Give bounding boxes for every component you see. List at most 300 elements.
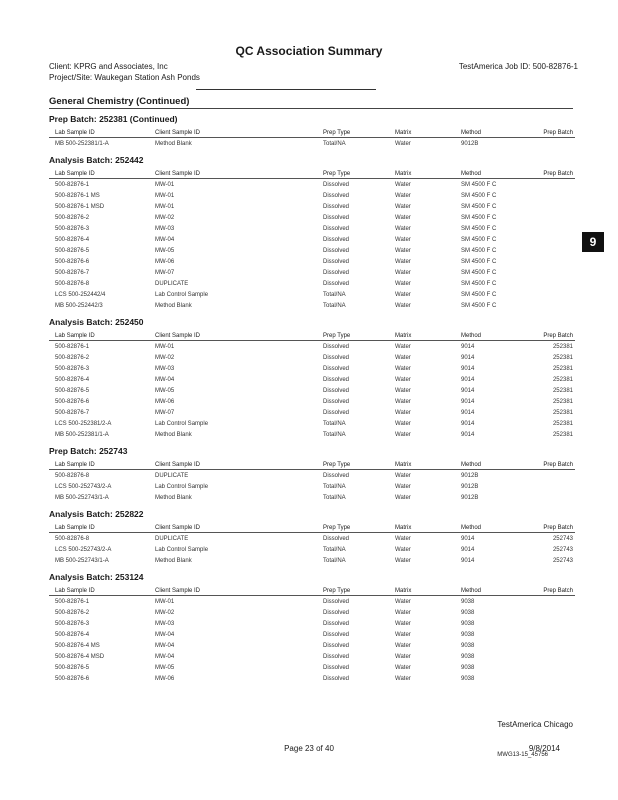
column-header: Client Sample ID: [155, 460, 323, 470]
table-cell: 9014: [461, 420, 475, 427]
table-cell: [523, 629, 575, 640]
table-row: [49, 555, 575, 566]
table-cell: MB 500-252381/1-A: [55, 431, 109, 438]
column-header: Matrix: [395, 523, 461, 533]
table-cell: Dissolved: [323, 664, 350, 671]
table-cell: Method Blank: [155, 494, 192, 501]
batch-title: Prep Batch: 252743: [49, 446, 128, 456]
column-header: Prep Type: [323, 128, 395, 138]
table-cell: [523, 481, 575, 492]
column-header: Client Sample ID: [155, 128, 323, 138]
table-cell: Dissolved: [323, 609, 350, 616]
table-cell: MW-05: [155, 247, 175, 254]
section-tab-badge: 9: [582, 232, 604, 252]
batch-title: Analysis Batch: 252822: [49, 509, 144, 519]
table-cell: Dissolved: [323, 269, 350, 276]
column-header: Prep Type: [323, 586, 395, 596]
table-cell: SM 4500 F C: [461, 291, 497, 298]
column-header: Lab Sample ID: [49, 523, 155, 533]
table-cell: Water: [395, 269, 411, 276]
table-cell: 252743: [552, 535, 573, 542]
table-cell: Water: [395, 675, 411, 682]
table-cell: 500-82876-8: [55, 280, 90, 287]
table-row: [49, 662, 575, 673]
table-cell: 9014: [461, 387, 475, 394]
page-number: Page 23 of 40: [284, 744, 334, 753]
table-cell: 9038: [461, 620, 475, 627]
table-cell: Dissolved: [323, 535, 350, 542]
table-cell: 9014: [461, 365, 475, 372]
table-cell: Water: [395, 631, 411, 638]
table-row: [49, 223, 575, 234]
table-cell: 500-82876-6: [55, 398, 90, 405]
table-cell: [523, 640, 575, 651]
table-cell: LCS 500-252743/2-A: [55, 483, 112, 490]
table-cell: Water: [395, 598, 411, 605]
table-cell: [523, 651, 575, 662]
table-row: [49, 629, 575, 640]
table-row: [49, 352, 575, 363]
table-cell: MW-04: [155, 376, 175, 383]
table-cell: SM 4500 F C: [461, 302, 497, 309]
table-cell: 500-82876-1 MS: [55, 192, 100, 199]
table-cell: Water: [395, 140, 411, 147]
table-row: [49, 651, 575, 662]
table-cell: Total/NA: [323, 546, 346, 553]
table-cell: Dissolved: [323, 675, 350, 682]
table-cell: [523, 300, 575, 311]
table-cell: 500-82876-4 MSD: [55, 653, 105, 660]
table-cell: 500-82876-2: [55, 214, 90, 221]
table-header-row: [49, 586, 575, 596]
table-cell: 9014: [461, 535, 475, 542]
column-header: Prep Type: [323, 331, 395, 341]
client-line: Client: KPRG and Associates, Inc: [49, 62, 168, 71]
table-cell: 9012B: [461, 140, 479, 147]
table-cell: [523, 256, 575, 267]
table-cell: 9014: [461, 376, 475, 383]
table-cell: 252381: [552, 431, 573, 438]
page-title: QC Association Summary: [235, 44, 383, 58]
column-header: Prep Batch: [523, 523, 575, 533]
table-cell: Dissolved: [323, 376, 350, 383]
table-row: [49, 418, 575, 429]
table-cell: Water: [395, 343, 411, 350]
table-cell: MW-02: [155, 214, 175, 221]
table-cell: MB 500-252743/1-A: [55, 494, 109, 501]
table-cell: 500-82876-4: [55, 236, 90, 243]
table-row: [49, 212, 575, 223]
table-cell: MW-01: [155, 192, 175, 199]
table-cell: MW-04: [155, 642, 175, 649]
table-cell: 500-82876-1: [55, 343, 90, 350]
column-header: Prep Batch: [523, 128, 575, 138]
table-cell: Water: [395, 365, 411, 372]
table-cell: Water: [395, 354, 411, 361]
table-row: [49, 470, 575, 482]
column-header: Prep Type: [323, 523, 395, 533]
table-row: [49, 190, 575, 201]
table-cell: SM 4500 F C: [461, 247, 497, 254]
table-cell: Water: [395, 642, 411, 649]
table-cell: [523, 278, 575, 289]
table-cell: MW-07: [155, 269, 175, 276]
table-cell: [523, 212, 575, 223]
table-cell: [523, 267, 575, 278]
batch-title: Analysis Batch: 252450: [49, 317, 144, 327]
table-cell: Method Blank: [155, 431, 192, 438]
qc-batch: [49, 509, 575, 566]
footer-date: 9/8/2014: [528, 744, 560, 753]
table-cell: 252381: [552, 354, 573, 361]
table-cell: [523, 234, 575, 245]
column-header: Method: [461, 586, 523, 596]
column-header: Prep Batch: [523, 331, 575, 341]
batch-table: [49, 331, 575, 440]
table-header-row: [49, 128, 575, 138]
table-cell: 9038: [461, 653, 475, 660]
table-cell: Water: [395, 181, 411, 188]
table-cell: 9014: [461, 398, 475, 405]
table-cell: Water: [395, 664, 411, 671]
batch-table: [49, 169, 575, 311]
column-header: Lab Sample ID: [49, 331, 155, 341]
table-row: [49, 481, 575, 492]
table-cell: MW-05: [155, 387, 175, 394]
table-cell: MW-03: [155, 620, 175, 627]
table-cell: Water: [395, 557, 411, 564]
table-cell: [523, 492, 575, 503]
table-cell: Water: [395, 291, 411, 298]
table-cell: 9014: [461, 546, 475, 553]
table-row: [49, 533, 575, 545]
table-cell: [523, 289, 575, 300]
table-cell: LCS 500-252743/2-A: [55, 546, 112, 553]
table-row: [49, 341, 575, 353]
table-cell: 9038: [461, 609, 475, 616]
column-header: Matrix: [395, 169, 461, 179]
table-cell: 252743: [552, 546, 573, 553]
table-row: [49, 596, 575, 608]
table-cell: Dissolved: [323, 398, 350, 405]
table-cell: 252381: [552, 387, 573, 394]
table-cell: SM 4500 F C: [461, 258, 497, 265]
batch-table: [49, 128, 575, 149]
table-cell: Total/NA: [323, 494, 346, 501]
column-header: Lab Sample ID: [49, 586, 155, 596]
table-cell: Water: [395, 258, 411, 265]
section-title: General Chemistry (Continued): [49, 96, 573, 109]
column-header: Client Sample ID: [155, 331, 323, 341]
table-cell: 500-82876-7: [55, 409, 90, 416]
table-cell: Dissolved: [323, 247, 350, 254]
table-row: [49, 363, 575, 374]
qc-batches: [49, 114, 575, 690]
table-cell: 9014: [461, 409, 475, 416]
table-cell: 252381: [552, 365, 573, 372]
column-header: Matrix: [395, 331, 461, 341]
table-row: [49, 138, 575, 150]
table-cell: Total/NA: [323, 140, 346, 147]
table-cell: MW-02: [155, 354, 175, 361]
column-header: Method: [461, 460, 523, 470]
table-row: [49, 407, 575, 418]
table-cell: Lab Control Sample: [155, 420, 209, 427]
column-header: Prep Type: [323, 460, 395, 470]
table-cell: DUPLICATE: [155, 535, 189, 542]
table-cell: SM 4500 F C: [461, 214, 497, 221]
table-cell: [523, 662, 575, 673]
table-row: [49, 544, 575, 555]
table-cell: MW-04: [155, 653, 175, 660]
table-cell: Dissolved: [323, 598, 350, 605]
table-cell: Water: [395, 225, 411, 232]
table-cell: Water: [395, 653, 411, 660]
table-cell: Total/NA: [323, 420, 346, 427]
table-cell: Water: [395, 420, 411, 427]
table-header-row: [49, 523, 575, 533]
table-cell: Dissolved: [323, 236, 350, 243]
table-cell: MW-06: [155, 398, 175, 405]
table-cell: 9038: [461, 675, 475, 682]
table-cell: Dissolved: [323, 631, 350, 638]
table-cell: SM 4500 F C: [461, 203, 497, 210]
table-cell: 252381: [552, 343, 573, 350]
table-cell: [523, 190, 575, 201]
table-cell: [523, 673, 575, 684]
column-header: Method: [461, 523, 523, 533]
table-cell: Dissolved: [323, 258, 350, 265]
table-cell: Dissolved: [323, 343, 350, 350]
table-cell: Water: [395, 546, 411, 553]
table-cell: MW-04: [155, 631, 175, 638]
table-cell: 500-82876-1 MSD: [55, 203, 105, 210]
footer-doc-code: MWG13-15_45756: [497, 752, 548, 758]
table-cell: 500-82876-7: [55, 269, 90, 276]
column-header: Method: [461, 169, 523, 179]
table-header-row: [49, 460, 575, 470]
table-cell: MW-02: [155, 609, 175, 616]
table-cell: DUPLICATE: [155, 472, 189, 479]
qc-batch: [49, 114, 575, 149]
table-cell: [523, 179, 575, 191]
table-cell: [523, 138, 575, 150]
table-cell: DUPLICATE: [155, 280, 189, 287]
table-cell: 500-82876-6: [55, 258, 90, 265]
table-cell: 500-82876-4: [55, 376, 90, 383]
table-cell: Water: [395, 214, 411, 221]
table-cell: Water: [395, 535, 411, 542]
table-cell: MB 500-252381/1-A: [55, 140, 109, 147]
table-cell: Dissolved: [323, 192, 350, 199]
table-header-row: [49, 169, 575, 179]
table-cell: Dissolved: [323, 642, 350, 649]
table-cell: MB 500-252442/3: [55, 302, 103, 309]
table-cell: SM 4500 F C: [461, 192, 497, 199]
table-cell: 500-82876-6: [55, 675, 90, 682]
table-cell: Method Blank: [155, 302, 192, 309]
table-cell: Water: [395, 609, 411, 616]
table-cell: 252381: [552, 409, 573, 416]
column-header: Matrix: [395, 128, 461, 138]
table-cell: MW-05: [155, 664, 175, 671]
table-cell: 500-82876-3: [55, 225, 90, 232]
table-cell: Dissolved: [323, 653, 350, 660]
table-cell: Water: [395, 494, 411, 501]
table-cell: 500-82876-8: [55, 472, 90, 479]
table-row: [49, 256, 575, 267]
table-cell: Dissolved: [323, 354, 350, 361]
table-cell: 9038: [461, 631, 475, 638]
table-cell: Water: [395, 376, 411, 383]
table-row: [49, 179, 575, 191]
table-cell: Dissolved: [323, 203, 350, 210]
table-cell: MW-06: [155, 258, 175, 265]
table-cell: Water: [395, 203, 411, 210]
batch-title: Analysis Batch: 253124: [49, 572, 144, 582]
table-cell: [523, 618, 575, 629]
table-cell: Dissolved: [323, 214, 350, 221]
table-cell: Water: [395, 472, 411, 479]
table-row: [49, 234, 575, 245]
column-header: Method: [461, 331, 523, 341]
project-line: Project/Site: Waukegan Station Ash Ponds: [49, 73, 200, 82]
table-cell: 9014: [461, 557, 475, 564]
table-cell: Lab Control Sample: [155, 483, 209, 490]
table-cell: 252381: [552, 376, 573, 383]
column-header: Lab Sample ID: [49, 460, 155, 470]
table-cell: 9038: [461, 598, 475, 605]
table-row: [49, 640, 575, 651]
table-cell: 500-82876-5: [55, 387, 90, 394]
table-cell: Total/NA: [323, 302, 346, 309]
table-cell: MW-01: [155, 203, 175, 210]
table-cell: 9014: [461, 343, 475, 350]
column-header: Lab Sample ID: [49, 128, 155, 138]
table-cell: 252743: [552, 557, 573, 564]
table-cell: Lab Control Sample: [155, 291, 209, 298]
table-cell: 500-82876-1: [55, 598, 90, 605]
table-cell: SM 4500 F C: [461, 181, 497, 188]
table-row: [49, 267, 575, 278]
table-cell: Water: [395, 431, 411, 438]
table-cell: 9014: [461, 431, 475, 438]
table-cell: MW-03: [155, 225, 175, 232]
table-cell: 9038: [461, 664, 475, 671]
table-row: [49, 300, 575, 311]
table-cell: Water: [395, 236, 411, 243]
table-cell: SM 4500 F C: [461, 236, 497, 243]
batch-title: Analysis Batch: 252442: [49, 155, 144, 165]
qc-batch: [49, 155, 575, 311]
table-cell: 500-82876-3: [55, 365, 90, 372]
table-row: [49, 618, 575, 629]
table-cell: [523, 607, 575, 618]
column-header: Prep Batch: [523, 169, 575, 179]
table-cell: 9012B: [461, 483, 479, 490]
table-row: [49, 245, 575, 256]
table-row: [49, 673, 575, 684]
table-cell: 9038: [461, 642, 475, 649]
column-header: Lab Sample ID: [49, 169, 155, 179]
column-header: Matrix: [395, 460, 461, 470]
table-row: [49, 396, 575, 407]
table-cell: Water: [395, 483, 411, 490]
table-cell: 500-82876-4: [55, 631, 90, 638]
table-cell: Water: [395, 409, 411, 416]
table-row: [49, 429, 575, 440]
table-cell: MW-06: [155, 675, 175, 682]
table-cell: 252381: [552, 420, 573, 427]
table-cell: 500-82876-5: [55, 247, 90, 254]
table-cell: 500-82876-8: [55, 535, 90, 542]
table-cell: 500-82876-5: [55, 664, 90, 671]
table-cell: MW-01: [155, 181, 175, 188]
table-cell: Total/NA: [323, 291, 346, 298]
table-cell: Dissolved: [323, 409, 350, 416]
table-cell: LCS 500-252381/2-A: [55, 420, 112, 427]
table-cell: [523, 596, 575, 608]
table-cell: 500-82876-2: [55, 354, 90, 361]
table-cell: Total/NA: [323, 557, 346, 564]
table-cell: 500-82876-1: [55, 181, 90, 188]
table-cell: 500-82876-3: [55, 620, 90, 627]
table-row: [49, 607, 575, 618]
table-cell: Dissolved: [323, 387, 350, 394]
column-header: Client Sample ID: [155, 523, 323, 533]
table-cell: MB 500-252743/1-A: [55, 557, 109, 564]
table-cell: [523, 470, 575, 482]
table-cell: MW-03: [155, 365, 175, 372]
table-cell: [523, 201, 575, 212]
table-cell: Total/NA: [323, 483, 346, 490]
job-id: TestAmerica Job ID: 500-82876-1: [458, 62, 578, 71]
table-cell: [523, 245, 575, 256]
table-cell: MW-01: [155, 598, 175, 605]
table-header-row: [49, 331, 575, 341]
table-cell: 252381: [552, 398, 573, 405]
footer-lab-name: TestAmerica Chicago: [497, 720, 573, 729]
column-header: Client Sample ID: [155, 586, 323, 596]
table-row: [49, 289, 575, 300]
qc-batch: [49, 317, 575, 440]
table-cell: MW-07: [155, 409, 175, 416]
table-cell: 500-82876-4 MS: [55, 642, 100, 649]
column-header: Matrix: [395, 586, 461, 596]
table-cell: 9012B: [461, 494, 479, 501]
table-cell: Dissolved: [323, 472, 350, 479]
table-row: [49, 374, 575, 385]
table-cell: Water: [395, 302, 411, 309]
qc-batch: [49, 446, 575, 503]
batch-table: [49, 523, 575, 566]
table-cell: SM 4500 F C: [461, 280, 497, 287]
table-cell: SM 4500 F C: [461, 269, 497, 276]
table-cell: Water: [395, 398, 411, 405]
table-cell: SM 4500 F C: [461, 225, 497, 232]
table-cell: Water: [395, 247, 411, 254]
table-row: [49, 278, 575, 289]
table-cell: Water: [395, 280, 411, 287]
column-header: Prep Batch: [523, 460, 575, 470]
table-cell: 500-82876-2: [55, 609, 90, 616]
column-header: Method: [461, 128, 523, 138]
qc-batch: [49, 572, 575, 684]
table-cell: Dissolved: [323, 620, 350, 627]
batch-title: Prep Batch: 252381 (Continued): [49, 114, 178, 124]
table-cell: Water: [395, 387, 411, 394]
table-cell: Dissolved: [323, 225, 350, 232]
